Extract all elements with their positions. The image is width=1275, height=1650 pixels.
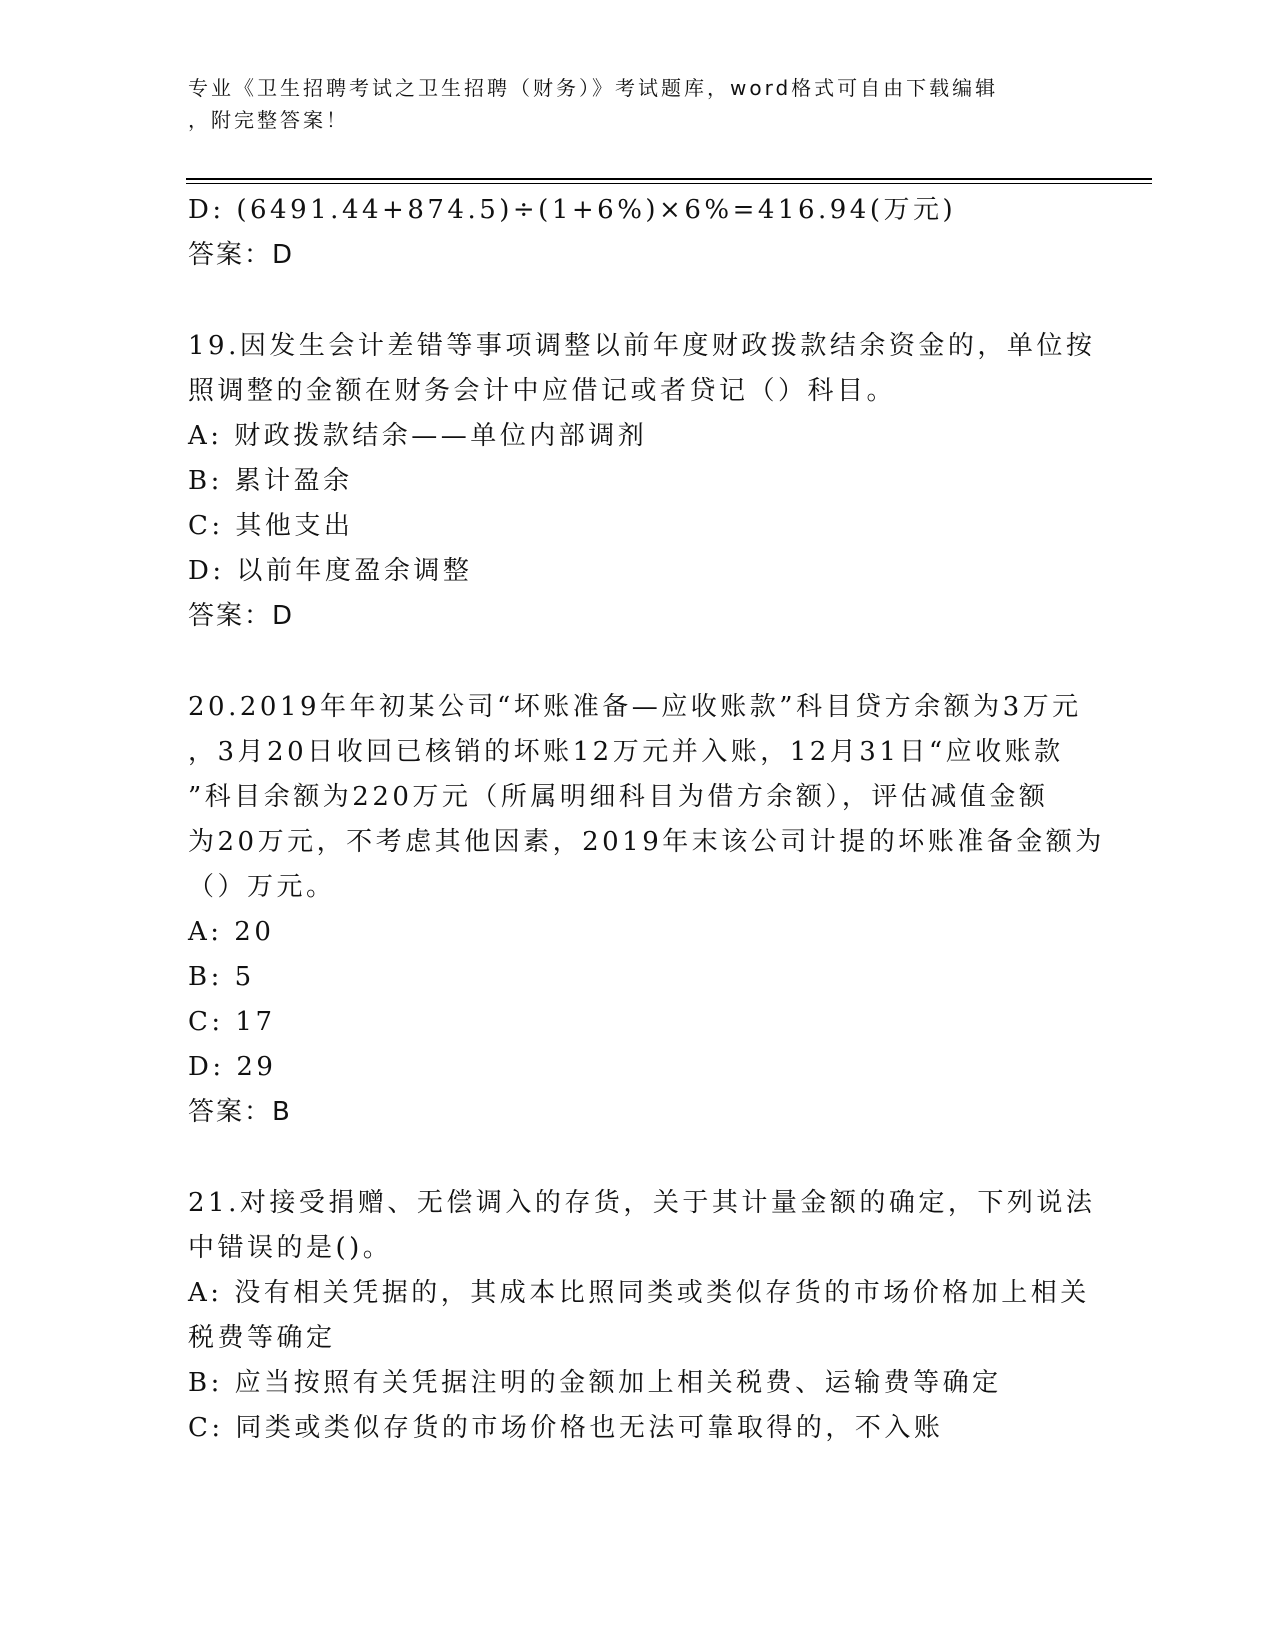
spacer [188, 1135, 1088, 1181]
q21-option-b: B: 应当按照有关凭据注明的金额加上相关税费、运输费等确定 [188, 1368, 1002, 1398]
header-rule-thin [186, 183, 1152, 184]
header-line-2: ，附完整答案！ [188, 108, 349, 132]
q21-option-a-line-1: A: 没有相关凭据的，其成本比照同类或类似存货的市场价格加上相关 [188, 1278, 1090, 1308]
q19-option-a: A: 财政拨款结余——单位内部调剂 [188, 421, 648, 451]
q21-text-line-2: 中错误的是()。 [188, 1233, 393, 1263]
header-line-1: 专业《卫生招聘考试之卫生招聘（财务）》考试题库，word格式可自由下载编辑 [188, 76, 999, 100]
q20-option-b: B: 5 [188, 962, 255, 992]
document-body [188, 188, 1105, 1451]
prev-option-d: D: (6491.44+874.5)÷(1+6%)×6%=416.94(万元) [188, 195, 957, 225]
q20-option-c: C: 17 [188, 1007, 276, 1037]
q20-answer: 答案：B [188, 1097, 292, 1127]
q20-text-line-1: 20.2019年年初某公司“坏账准备—应收账款”科目贷方余额为3万元 [188, 692, 1082, 722]
spacer [188, 278, 1088, 324]
q19-option-b: B: 累计盈余 [188, 466, 353, 496]
q19-option-d: D: 以前年度盈余调整 [188, 556, 473, 586]
q21-option-c: C: 同类或类似存货的市场价格也无法可靠取得的，不入账 [188, 1413, 944, 1443]
q19-option-c: C: 其他支出 [188, 511, 354, 541]
header-rule-thick [186, 178, 1152, 180]
q21-text-line-1: 21.对接受捐赠、无偿调入的存货，关于其计量金额的确定，下列说法 [188, 1188, 1096, 1218]
q19-text-line-2: 照调整的金额在财务会计中应借记或者贷记（）科目。 [188, 376, 897, 406]
q20-text-line-3: ”科目余额为220万元（所属明细科目为借方余额），评估减值金额 [188, 782, 1049, 812]
q20-text-line-2: ，3月20日收回已核销的坏账12万元并入账，12月31日“应收账款 [188, 737, 1064, 767]
prev-answer: 答案：D [188, 240, 295, 270]
q19-answer: 答案：D [188, 601, 295, 631]
spacer [188, 639, 1088, 685]
q19-text-line-1: 19.因发生会计差错等事项调整以前年度财政拨款结余资金的，单位按 [188, 331, 1096, 361]
q20-text-line-5: （）万元。 [188, 872, 336, 902]
q20-option-a: A: 20 [188, 917, 275, 947]
q20-option-d: D: 29 [188, 1052, 277, 1082]
q20-text-line-4: 为20万元，不考虑其他因素，2019年末该公司计提的坏账准备金额为 [188, 827, 1105, 857]
document-header [188, 72, 1068, 136]
q21-option-a-line-2: 税费等确定 [188, 1323, 336, 1353]
